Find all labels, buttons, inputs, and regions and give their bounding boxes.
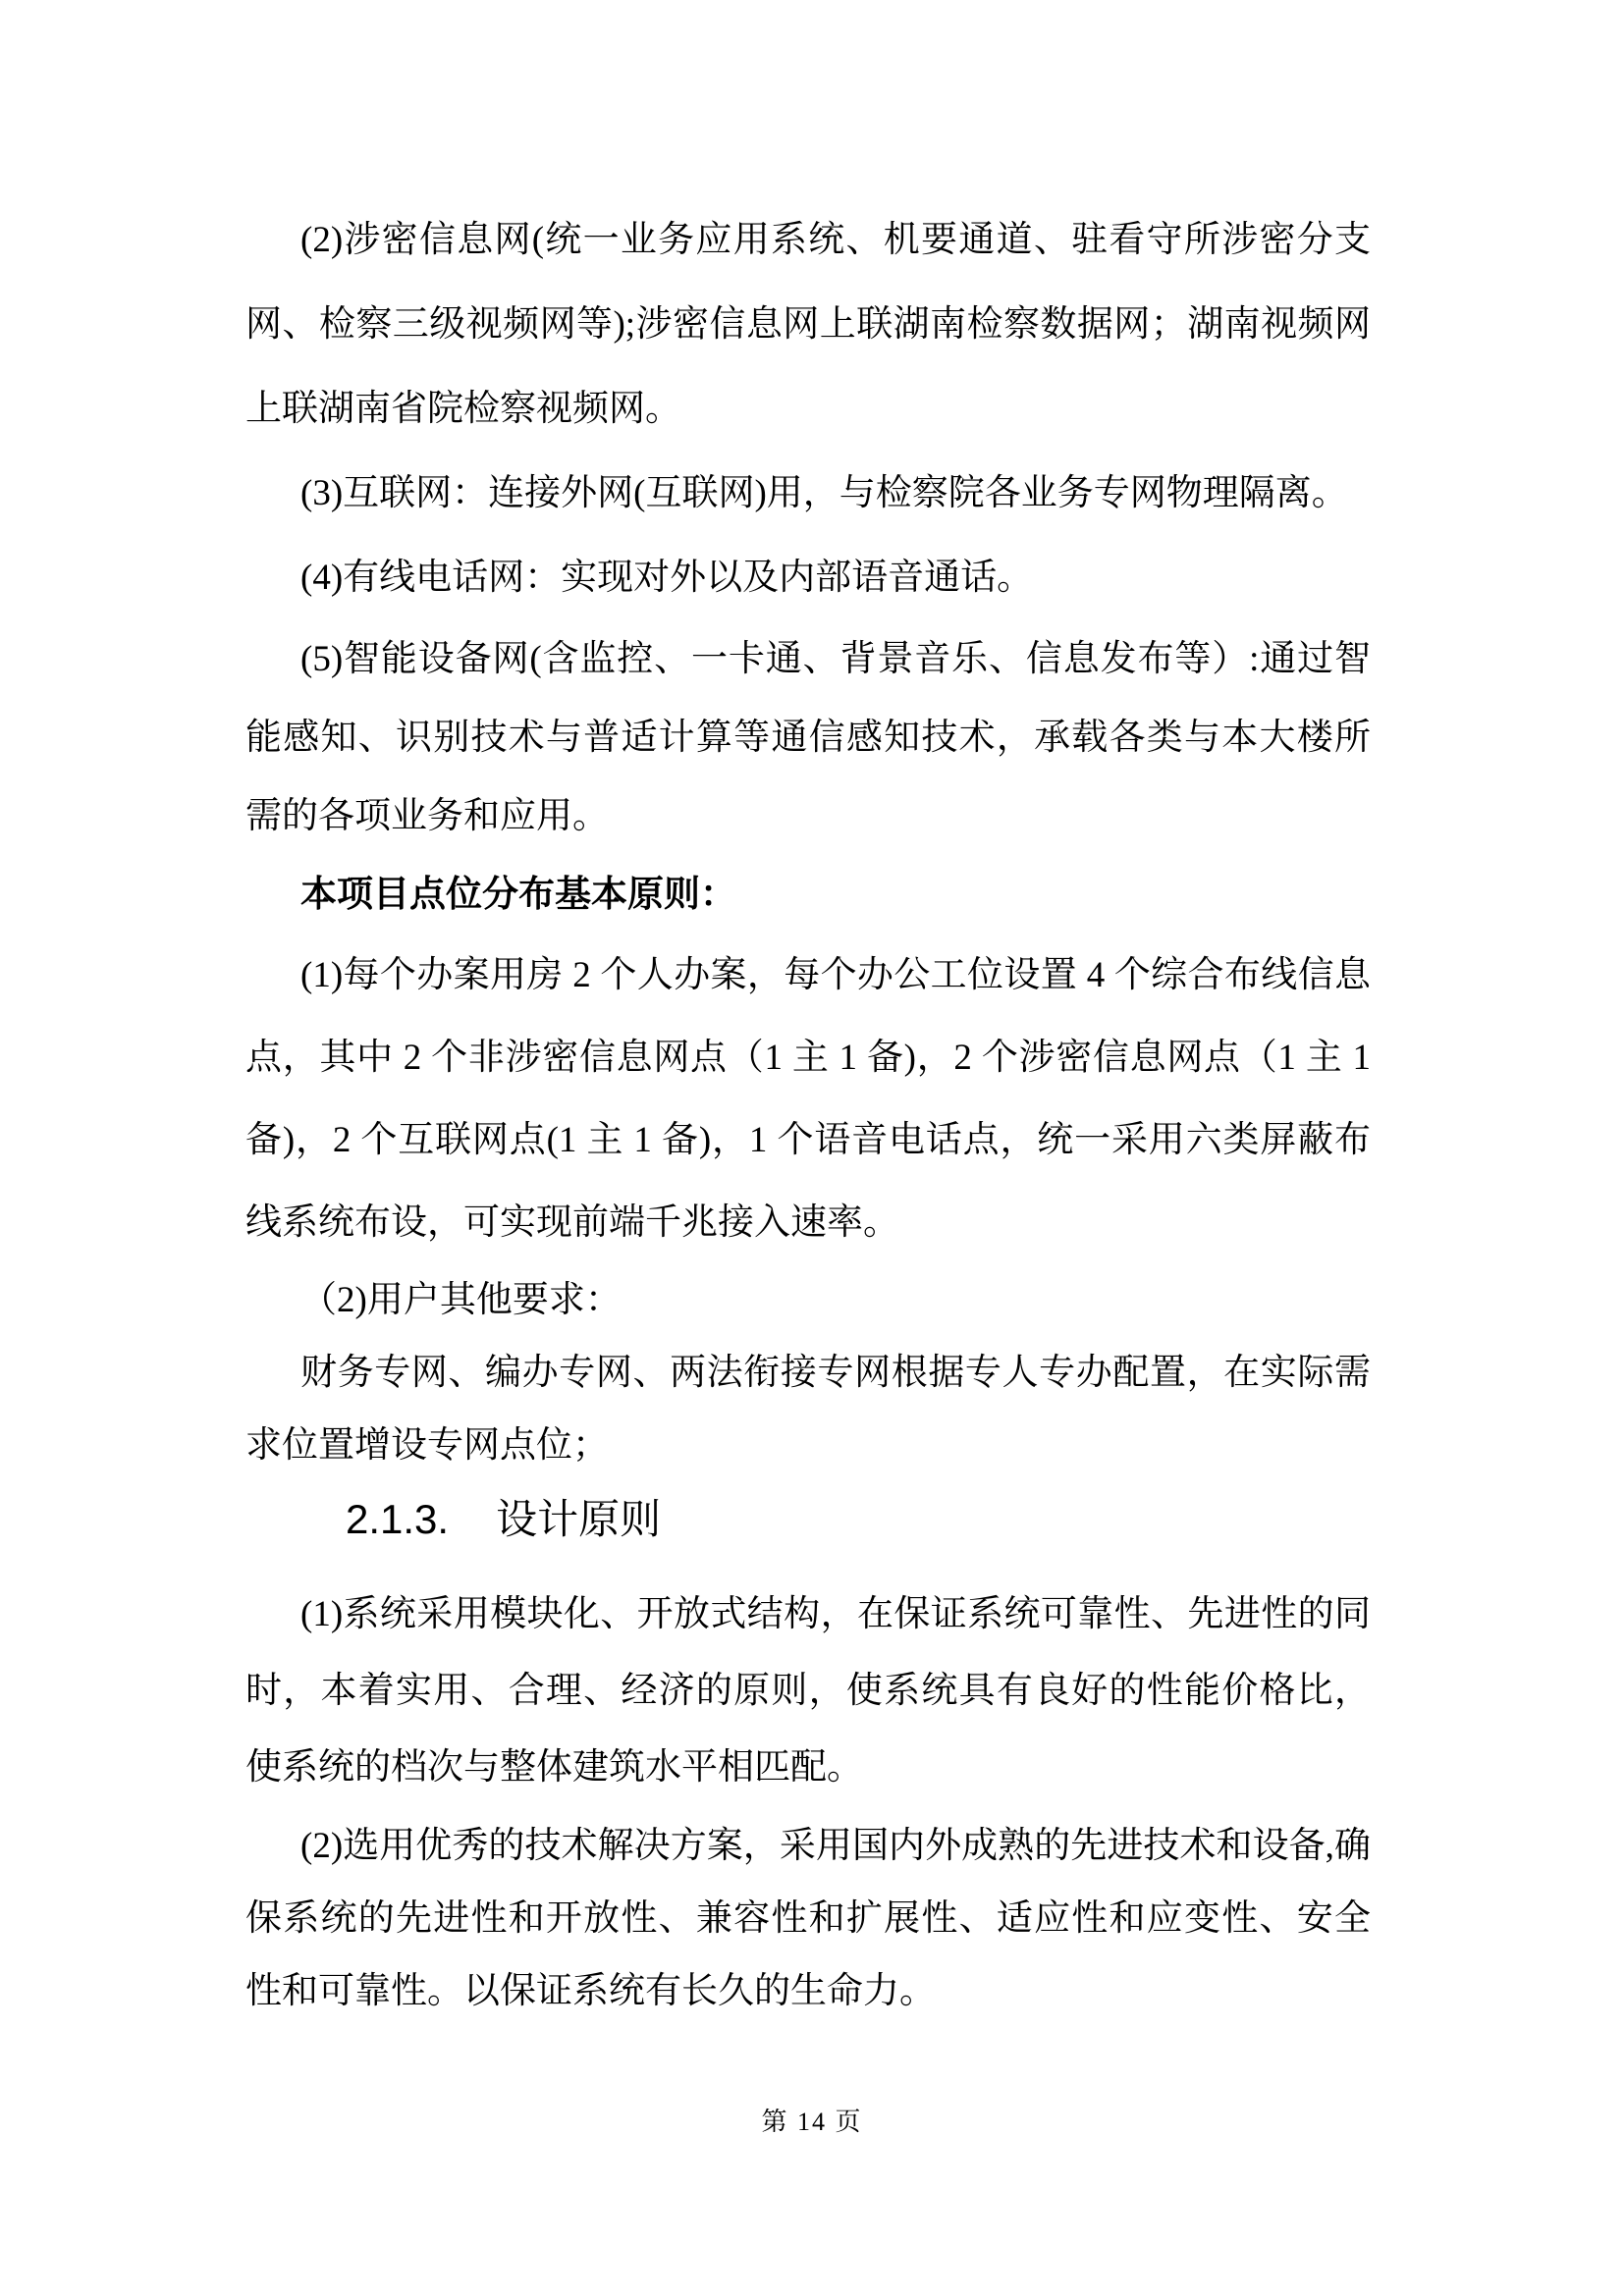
paragraph-design-principle-1: (1)系统采用模块化、开放式结构，在保证系统可靠性、先进性的同时，本着实用、合理、经济的原则，使系统具有良好的性能价格比，使系统的档次与整体建筑水平相匹配。 (245, 1594, 1371, 1788)
paragraph-internet: (3)互联网：连接外网(互联网)用，与检察院各业务专网物理隔离。 (300, 473, 1348, 513)
paragraph-special-network-points: 财务专网、编办专网、两法衔接专网根据专人专办配置，在实际需求位置增设专网点位； (245, 1353, 1371, 1466)
paragraph-telephone-network: (4)有线电话网：实现对外以及内部语音通话。 (300, 558, 1034, 598)
section-heading-2-1-3 (346, 1488, 1371, 1551)
paragraph-user-other-requirements: （2)用户其他要求： (300, 1280, 622, 1320)
paragraph-classified-network: (2)涉密信息网(统一业务应用系统、机要通道、驻看守所涉密分支网、检察三级视频网等);涉密信息网上联湖南检察数据网；湖南视频网上联湖南省院检察视频网。 (245, 220, 1371, 429)
paragraph-design-principle-2: (2)选用优秀的技术解决方案，采用国内外成熟的先进技术和设备,确保系统的先进性和开放性、兼容性和扩展性、适应性和应变性、安全性和可靠性。以保证系统有长久的生命力。 (245, 1826, 1371, 2011)
paragraph-smart-device-network: (5)智能设备网(含监控、一卡通、背景音乐、信息发布等）:通过智能感知、识别技术与普适计算等通信感知技术，承载各类与本大楼所需的各项业务和应用。 (245, 639, 1371, 836)
principles-heading: 本项目点位分布基本原则： (300, 875, 736, 915)
section-title: 设计原则 (496, 1496, 662, 1542)
section-number: 2.1.3. (346, 1496, 450, 1542)
page-number: 第 14 页 (761, 2108, 863, 2136)
paragraph-point-distribution-rule: (1)每个办案用房 2 个人办案，每个办公工位设置 4 个综合布线信息点，其中 2 个非涉密信息网点（1 主 1 备)，2 个涉密信息网点（1 主 1 备)，2 个互联网点(1 主 1 备)，1 个语音电话点，统一采用六类屏蔽布线系统布设，可实现前端千兆接入速率。 (245, 955, 1371, 1243)
